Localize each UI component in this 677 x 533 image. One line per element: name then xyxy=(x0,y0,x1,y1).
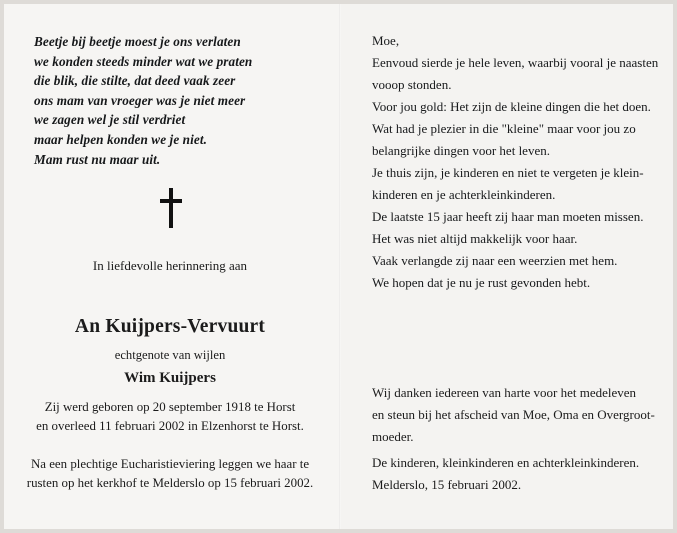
spouse-name: Wim Kuijpers xyxy=(124,370,216,386)
poem-line: maar helpen konden we je niet. xyxy=(34,131,207,147)
poem-line: die blik, die stilte, dat deed vaak zeer xyxy=(34,73,236,89)
birth-death-block xyxy=(0,398,340,436)
letter-salutation: Moe, xyxy=(372,33,400,48)
signoff-line: De kinderen, kleinkinderen en achterkleinkinderen. xyxy=(372,455,640,470)
letter-line: Het was niet altijd makkelijk voor haar. xyxy=(372,231,578,246)
cross-icon xyxy=(160,188,182,228)
letter-line: belangrijke dingen voor het leven. xyxy=(372,143,550,158)
poem-line: Beetje bij beetje moest je ons verlaten xyxy=(34,34,241,49)
service-line: Na een plechtige Eucharistieviering leggen we haar te xyxy=(30,457,310,471)
letter-line: vooop stonden. xyxy=(372,77,452,92)
cross-vertical-bar xyxy=(169,188,173,228)
poem-line: we konden steeds minder wat we praten xyxy=(34,53,253,69)
poem-block xyxy=(34,32,314,169)
card-edge-bottom xyxy=(0,529,677,533)
signoff-block xyxy=(372,452,662,496)
letter-line: We hopen dat je nu je rust gevonden hebt. xyxy=(372,275,591,290)
cross-horizontal-bar xyxy=(160,199,182,203)
thanks-block xyxy=(372,382,662,448)
deceased-name: An Kuijpers-Vervuurt xyxy=(74,316,266,337)
letter-line: Voor jou gold: Het zijn de kleine dingen die het doen. xyxy=(372,99,651,114)
spouse-label: echtgenote van wijlen xyxy=(114,348,226,362)
poem-line: ons mam van vroeger was je niet meer xyxy=(34,92,246,108)
letter-line: kinderen en je achterkleinkinderen. xyxy=(372,187,556,202)
death-line: en overleed 11 februari 2002 in Elzenhorst te Horst. xyxy=(36,419,304,433)
letter-line: Je thuis zijn, je kinderen en niet te vergeten je klein- xyxy=(372,165,644,180)
memoriam-line: In liefdevolle herinnering aan xyxy=(92,258,248,273)
service-block xyxy=(0,455,340,493)
thanks-line: Wij danken iedereen van harte voor het medeleven xyxy=(372,385,637,400)
signoff-line: Melderslo, 15 februari 2002. xyxy=(372,477,522,492)
letter-line: De laatste 15 jaar heeft zij haar man moeten missen. xyxy=(372,209,644,224)
poem-line: we zagen wel je stil verdriet xyxy=(34,112,186,128)
letter-block xyxy=(372,30,662,294)
card-edge-top xyxy=(0,0,677,4)
birth-line: Zij werd geboren op 20 september 1918 te Horst xyxy=(44,400,296,414)
thanks-line: en steun bij het afscheid van Moe, Oma en Overgroot- xyxy=(372,407,655,422)
letter-line: Eenvoud sierde je hele leven, waarbij vooral je naasten xyxy=(372,55,659,70)
letter-line: Vaak verlangde zij naar een weerzien met hem. xyxy=(372,253,618,268)
service-line: rusten op het kerkhof te Melderslo op 15 februari 2002. xyxy=(26,476,314,490)
card-edge-right xyxy=(673,0,677,533)
thanks-line: moeder. xyxy=(372,429,414,444)
letter-line: Wat had je plezier in die "kleine" maar voor jou zo xyxy=(372,121,636,136)
poem-line: Mam rust nu maar uit. xyxy=(34,151,161,167)
